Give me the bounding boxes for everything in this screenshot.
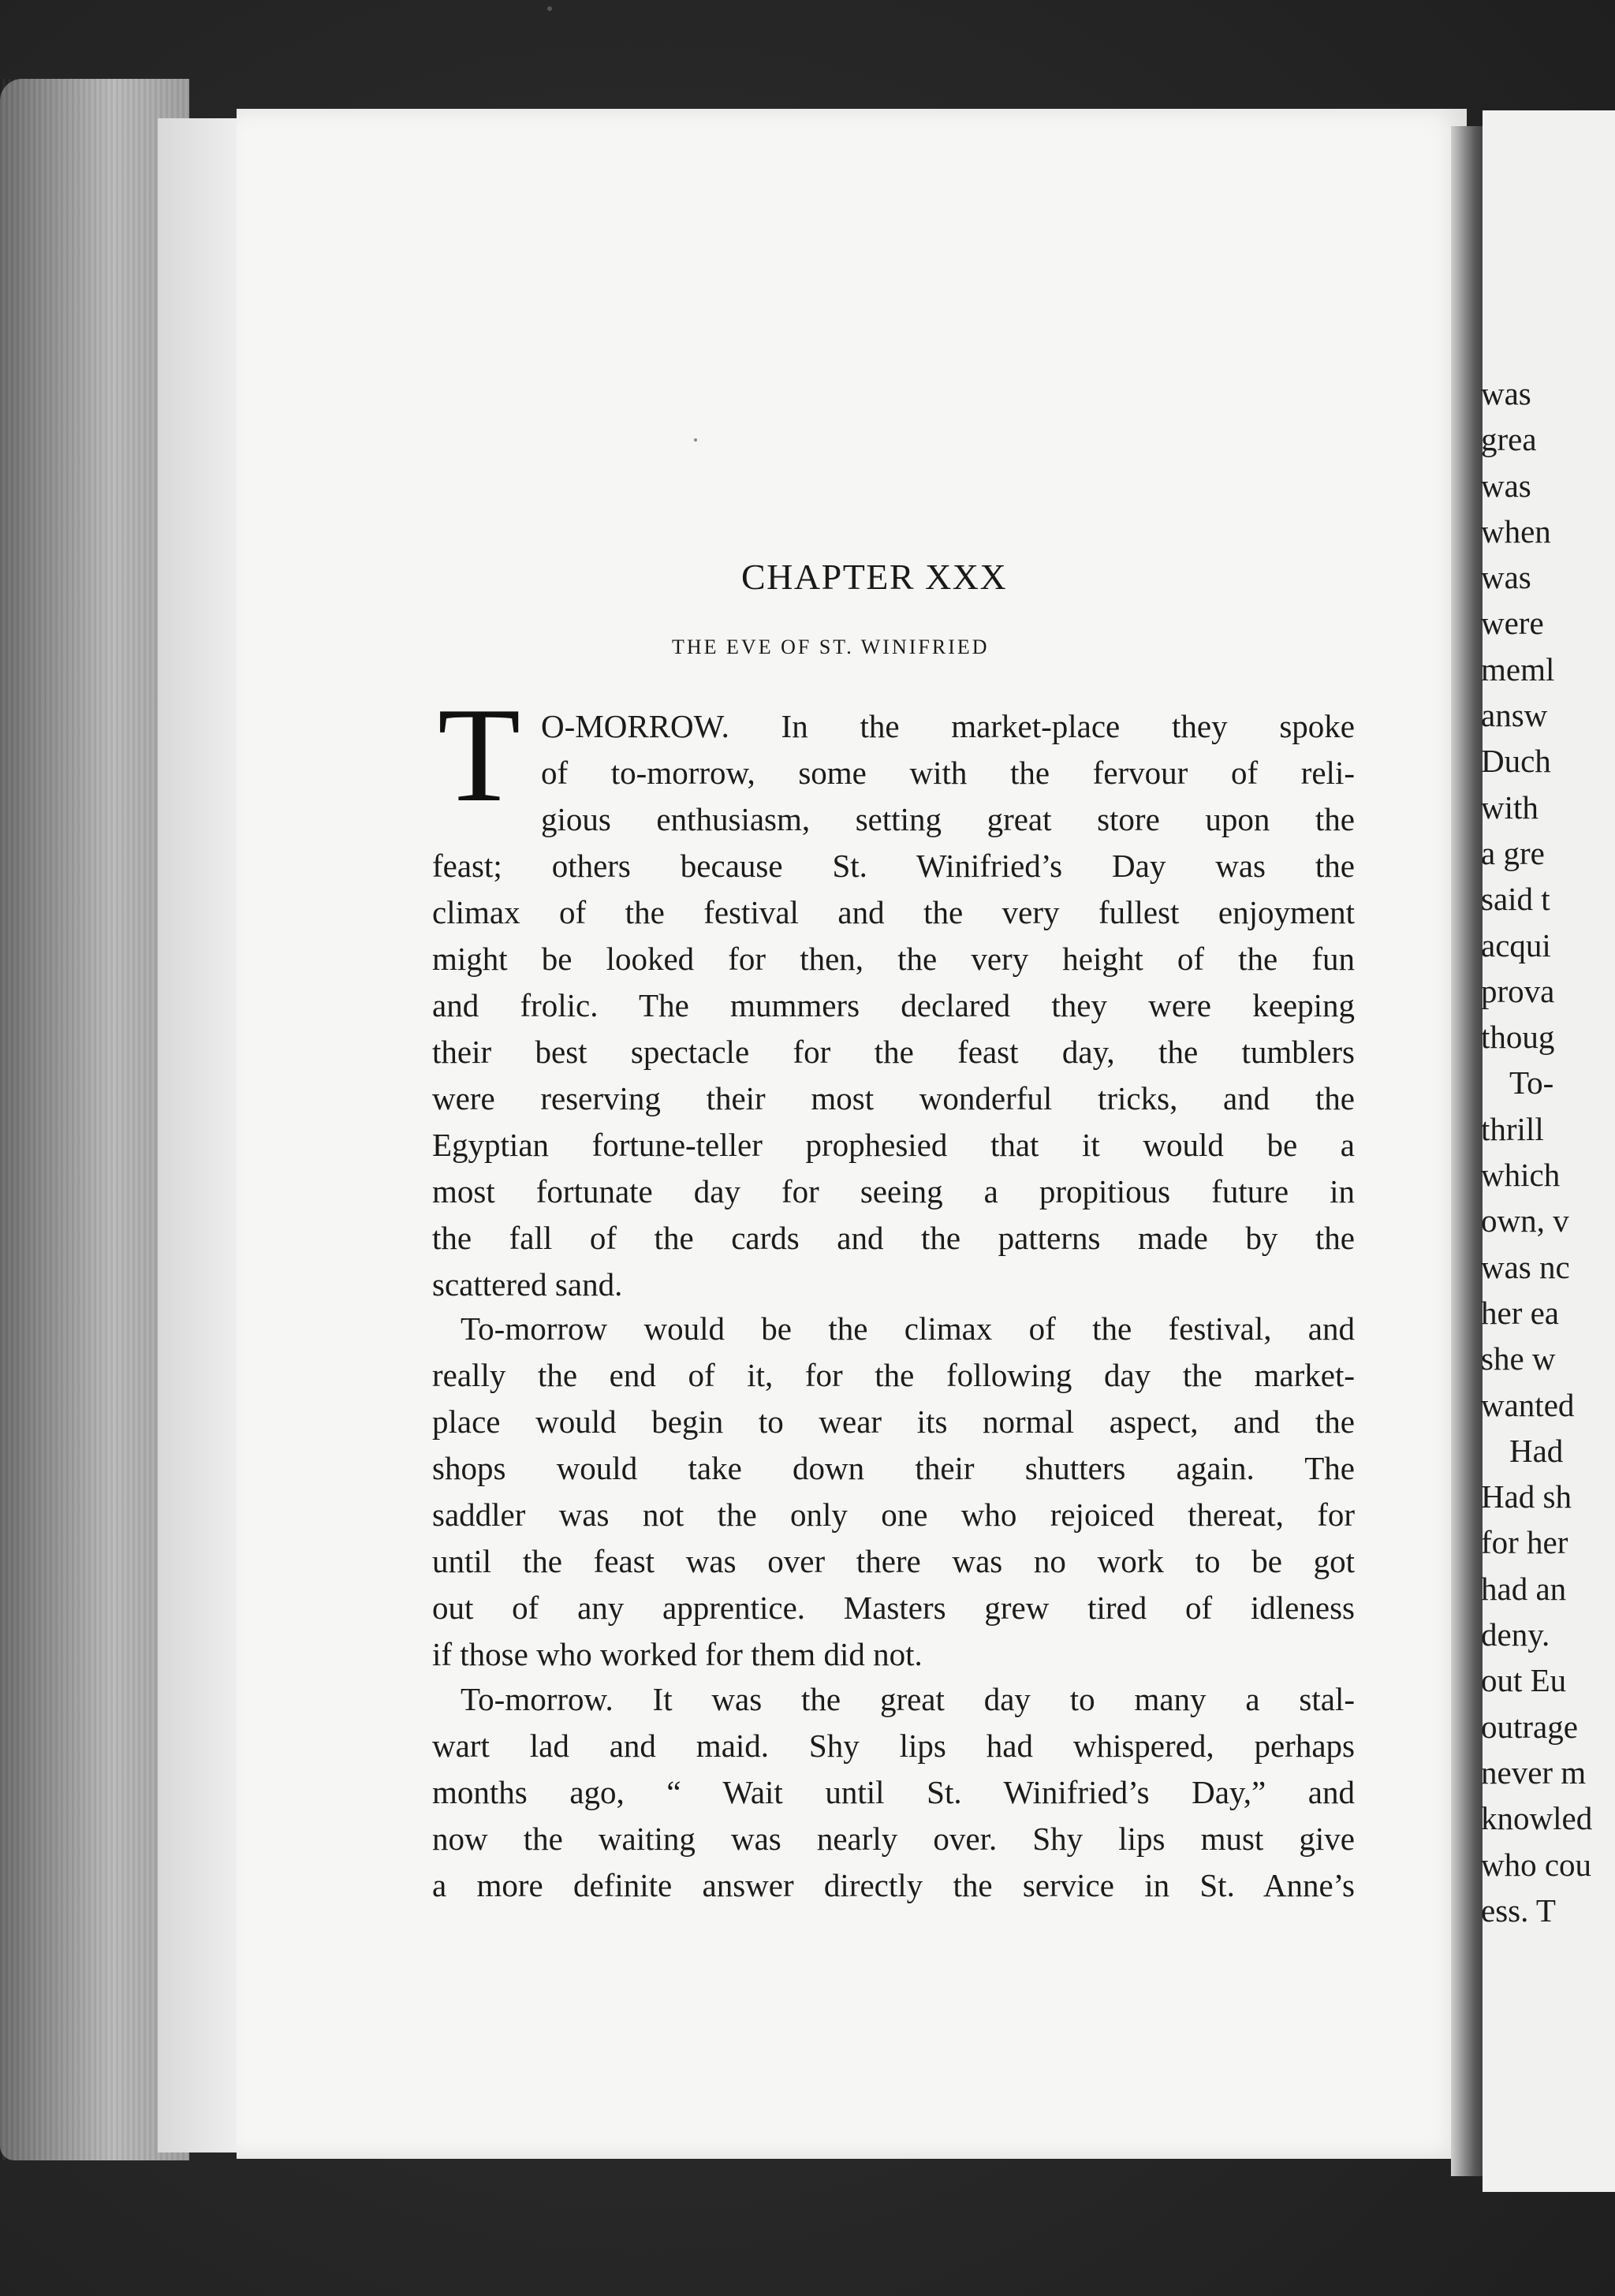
text-line: To-morrow would be the climax of the festival, and [461,1310,1355,1347]
facing-line-fragment: grea [1481,421,1537,458]
facing-line-fragment: had an [1481,1570,1567,1607]
underlying-page [158,118,244,2152]
text-line: place would begin to wear its normal aspect, and the [432,1403,1355,1440]
facing-line-fragment: To- [1509,1064,1554,1101]
text-line: gious enthusiasm, setting great store upon the [541,801,1355,837]
facing-line-fragment: which [1481,1157,1561,1194]
text-line: climax of the festival and the very fullest enjoyment [432,894,1355,930]
scan-speck [547,6,552,11]
facing-line-fragment: who cou [1481,1846,1592,1883]
text-line: until the feast was over there was no work to be got [432,1543,1355,1579]
facing-line-fragment: own, v [1481,1202,1569,1239]
scan-speck [694,438,697,442]
facing-line-fragment: said t [1481,881,1550,918]
facing-line-fragment: was nc [1481,1248,1570,1285]
text-line: their best spectacle for the feast day, the tumblers [432,1034,1355,1070]
facing-line-fragment: thrill [1481,1110,1544,1147]
facing-line-fragment: never m [1481,1754,1587,1791]
facing-line-fragment: was [1481,375,1531,412]
facing-line-fragment: with [1481,788,1539,826]
drop-cap: T [438,680,521,830]
facing-line-fragment: a gre [1481,834,1545,871]
facing-line-fragment: meml [1481,650,1555,688]
text-line: and frolic. The mummers declared they were keeping [432,987,1355,1023]
text-line: were reserving their most wonderful tricks, and the [432,1080,1355,1116]
facing-line-fragment: answ [1481,697,1548,734]
facing-line-fragment: Had sh [1481,1478,1572,1515]
facing-line-fragment: was [1481,467,1531,504]
facing-line-fragment: deny. [1481,1616,1550,1653]
text-line: wart lad and maid. Shy lips had whispered, perhaps [432,1728,1355,1764]
facing-line-fragment: outrage [1481,1708,1578,1745]
paragraph-2 [432,1306,1355,1678]
facing-page-text [1481,371,1615,1933]
facing-line-fragment: for her [1481,1524,1568,1561]
facing-line-fragment: she w [1481,1340,1556,1377]
text-line: might be looked for then, the very height of the fun [432,941,1355,977]
text-line: saddler was not the only one who rejoiced thereat, for [432,1496,1355,1533]
facing-line-fragment: Had [1509,1432,1564,1469]
facing-line-fragment: thoug [1481,1019,1555,1056]
paragraph-1 [432,843,1355,1308]
text-line: most fortunate day for seeing a propitious future in [432,1173,1355,1210]
text-line: scattered sand. [432,1266,623,1303]
text-line: really the end of it, for the following day the market- [432,1357,1355,1393]
drop-cap-lines [541,703,1355,843]
text-line: O-MORROW. In the market-place they spoke [541,708,1355,744]
facing-line-fragment: knowled [1481,1800,1593,1837]
facing-line-fragment: were [1481,605,1544,642]
text-line: of to-morrow, some with the fervour of reli- [541,755,1355,791]
facing-line-fragment: Duch [1481,743,1551,780]
facing-line-fragment: prova [1481,972,1555,1009]
facing-line-fragment: when [1481,512,1551,550]
chapter-title: CHAPTER XXX [741,557,1008,597]
text-line: out of any apprentice. Masters grew tired of idleness [432,1590,1355,1626]
text-line: shops would take down their shutters again. The [432,1450,1355,1486]
text-line: if those who worked for them did not. [432,1636,923,1672]
text-line: months ago, “ Wait until St. Winifried’s Day,” and [432,1774,1355,1810]
text-line: feast; others because St. Winifried’s Day was the [432,848,1355,884]
paragraph-3 [432,1676,1355,1909]
chapter-subtitle: THE EVE OF ST. WINIFRIED [672,636,990,658]
text-line: a more definite answer directly the service in St. Anne’s [432,1867,1355,1903]
text-line: Egyptian fortune-teller prophesied that it would be a [432,1127,1355,1163]
text-line: now the waiting was nearly over. Shy lips must give [432,1821,1355,1857]
facing-line-fragment: was [1481,559,1531,596]
text-line: To-morrow. It was the great day to many a stal- [461,1681,1355,1717]
facing-line-fragment: ess. T [1481,1892,1556,1929]
facing-line-fragment: acqui [1481,926,1551,964]
facing-line-fragment: wanted [1481,1386,1575,1423]
facing-line-fragment: her ea [1481,1294,1559,1331]
facing-line-fragment: out Eu [1481,1662,1567,1699]
text-line: the fall of the cards and the patterns made by the [432,1220,1355,1256]
